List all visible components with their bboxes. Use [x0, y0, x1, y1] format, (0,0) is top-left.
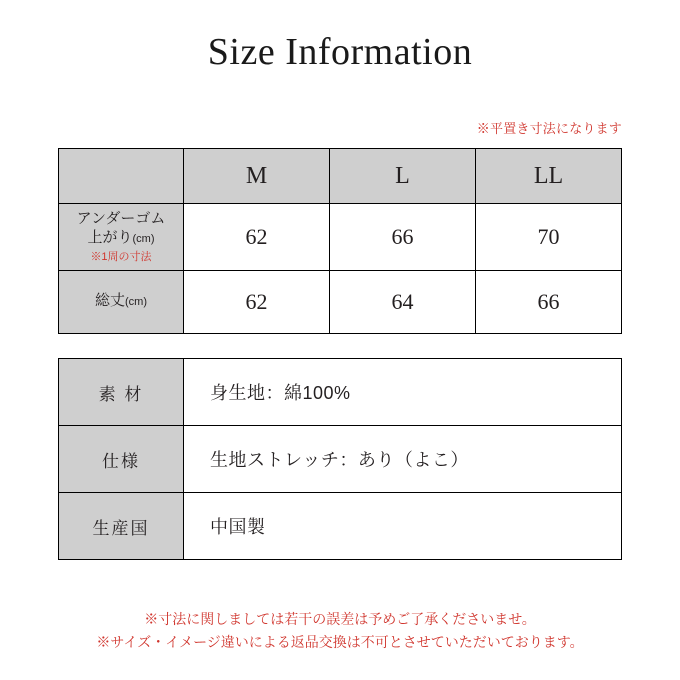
footer-note-return-policy: ※サイズ・イメージ違いによる返品交換は不可とさせていただいております。 — [96, 634, 584, 651]
flat-measurement-note: ※平置き寸法になります — [476, 121, 622, 136]
material-information-table — [58, 358, 622, 560]
footer-note-measurement: ※寸法に関しましては若干の誤差は予めご了承くださいませ。 — [144, 611, 536, 627]
cell-under-gom-l: 66 — [330, 204, 476, 271]
cell-under-gom-m: 62 — [184, 204, 330, 271]
row-label-specification: 仕様 — [59, 426, 184, 493]
header-cell-m: M — [184, 149, 330, 204]
row-label-line2: 上がり — [87, 228, 133, 246]
row-label-line1: 総丈 — [94, 292, 125, 310]
table-row — [59, 359, 622, 426]
footer-notes — [0, 608, 680, 654]
header-cell-ll: LL — [476, 149, 622, 204]
row-label-country: 生産国 — [59, 493, 184, 560]
cell-country-value: 中国製 — [184, 493, 622, 560]
row-label-line1: アンダーゴム — [76, 210, 166, 227]
row-label-material: 素 材 — [59, 359, 184, 426]
material-table-body — [59, 359, 622, 560]
size-measurement-table — [58, 148, 622, 334]
cell-specification-value: 生地ストレッチ：あり（よこ） — [184, 426, 622, 493]
table-header-row — [59, 149, 622, 204]
size-table-header — [59, 149, 622, 204]
table-row — [59, 493, 622, 560]
table-row — [59, 426, 622, 493]
row-label-subnote: ※1周の寸法 — [90, 250, 152, 263]
header-cell-blank — [59, 149, 184, 204]
cell-total-length-l: 64 — [330, 270, 476, 333]
table-row — [59, 204, 622, 271]
row-label-total-length — [59, 270, 184, 333]
cell-total-length-ll: 66 — [476, 270, 622, 333]
page-title: Size Information — [207, 31, 473, 73]
cell-under-gom-ll: 70 — [476, 204, 622, 271]
row-label-unit: (cm) — [132, 232, 155, 245]
table-row — [59, 270, 622, 333]
cell-total-length-m: 62 — [184, 270, 330, 333]
row-label-unit: (cm) — [125, 296, 147, 309]
row-label-under-gom — [59, 204, 184, 271]
cell-material-value: 身生地：綿100% — [184, 359, 622, 426]
header-cell-l: L — [330, 149, 476, 204]
size-table-body — [59, 204, 622, 334]
